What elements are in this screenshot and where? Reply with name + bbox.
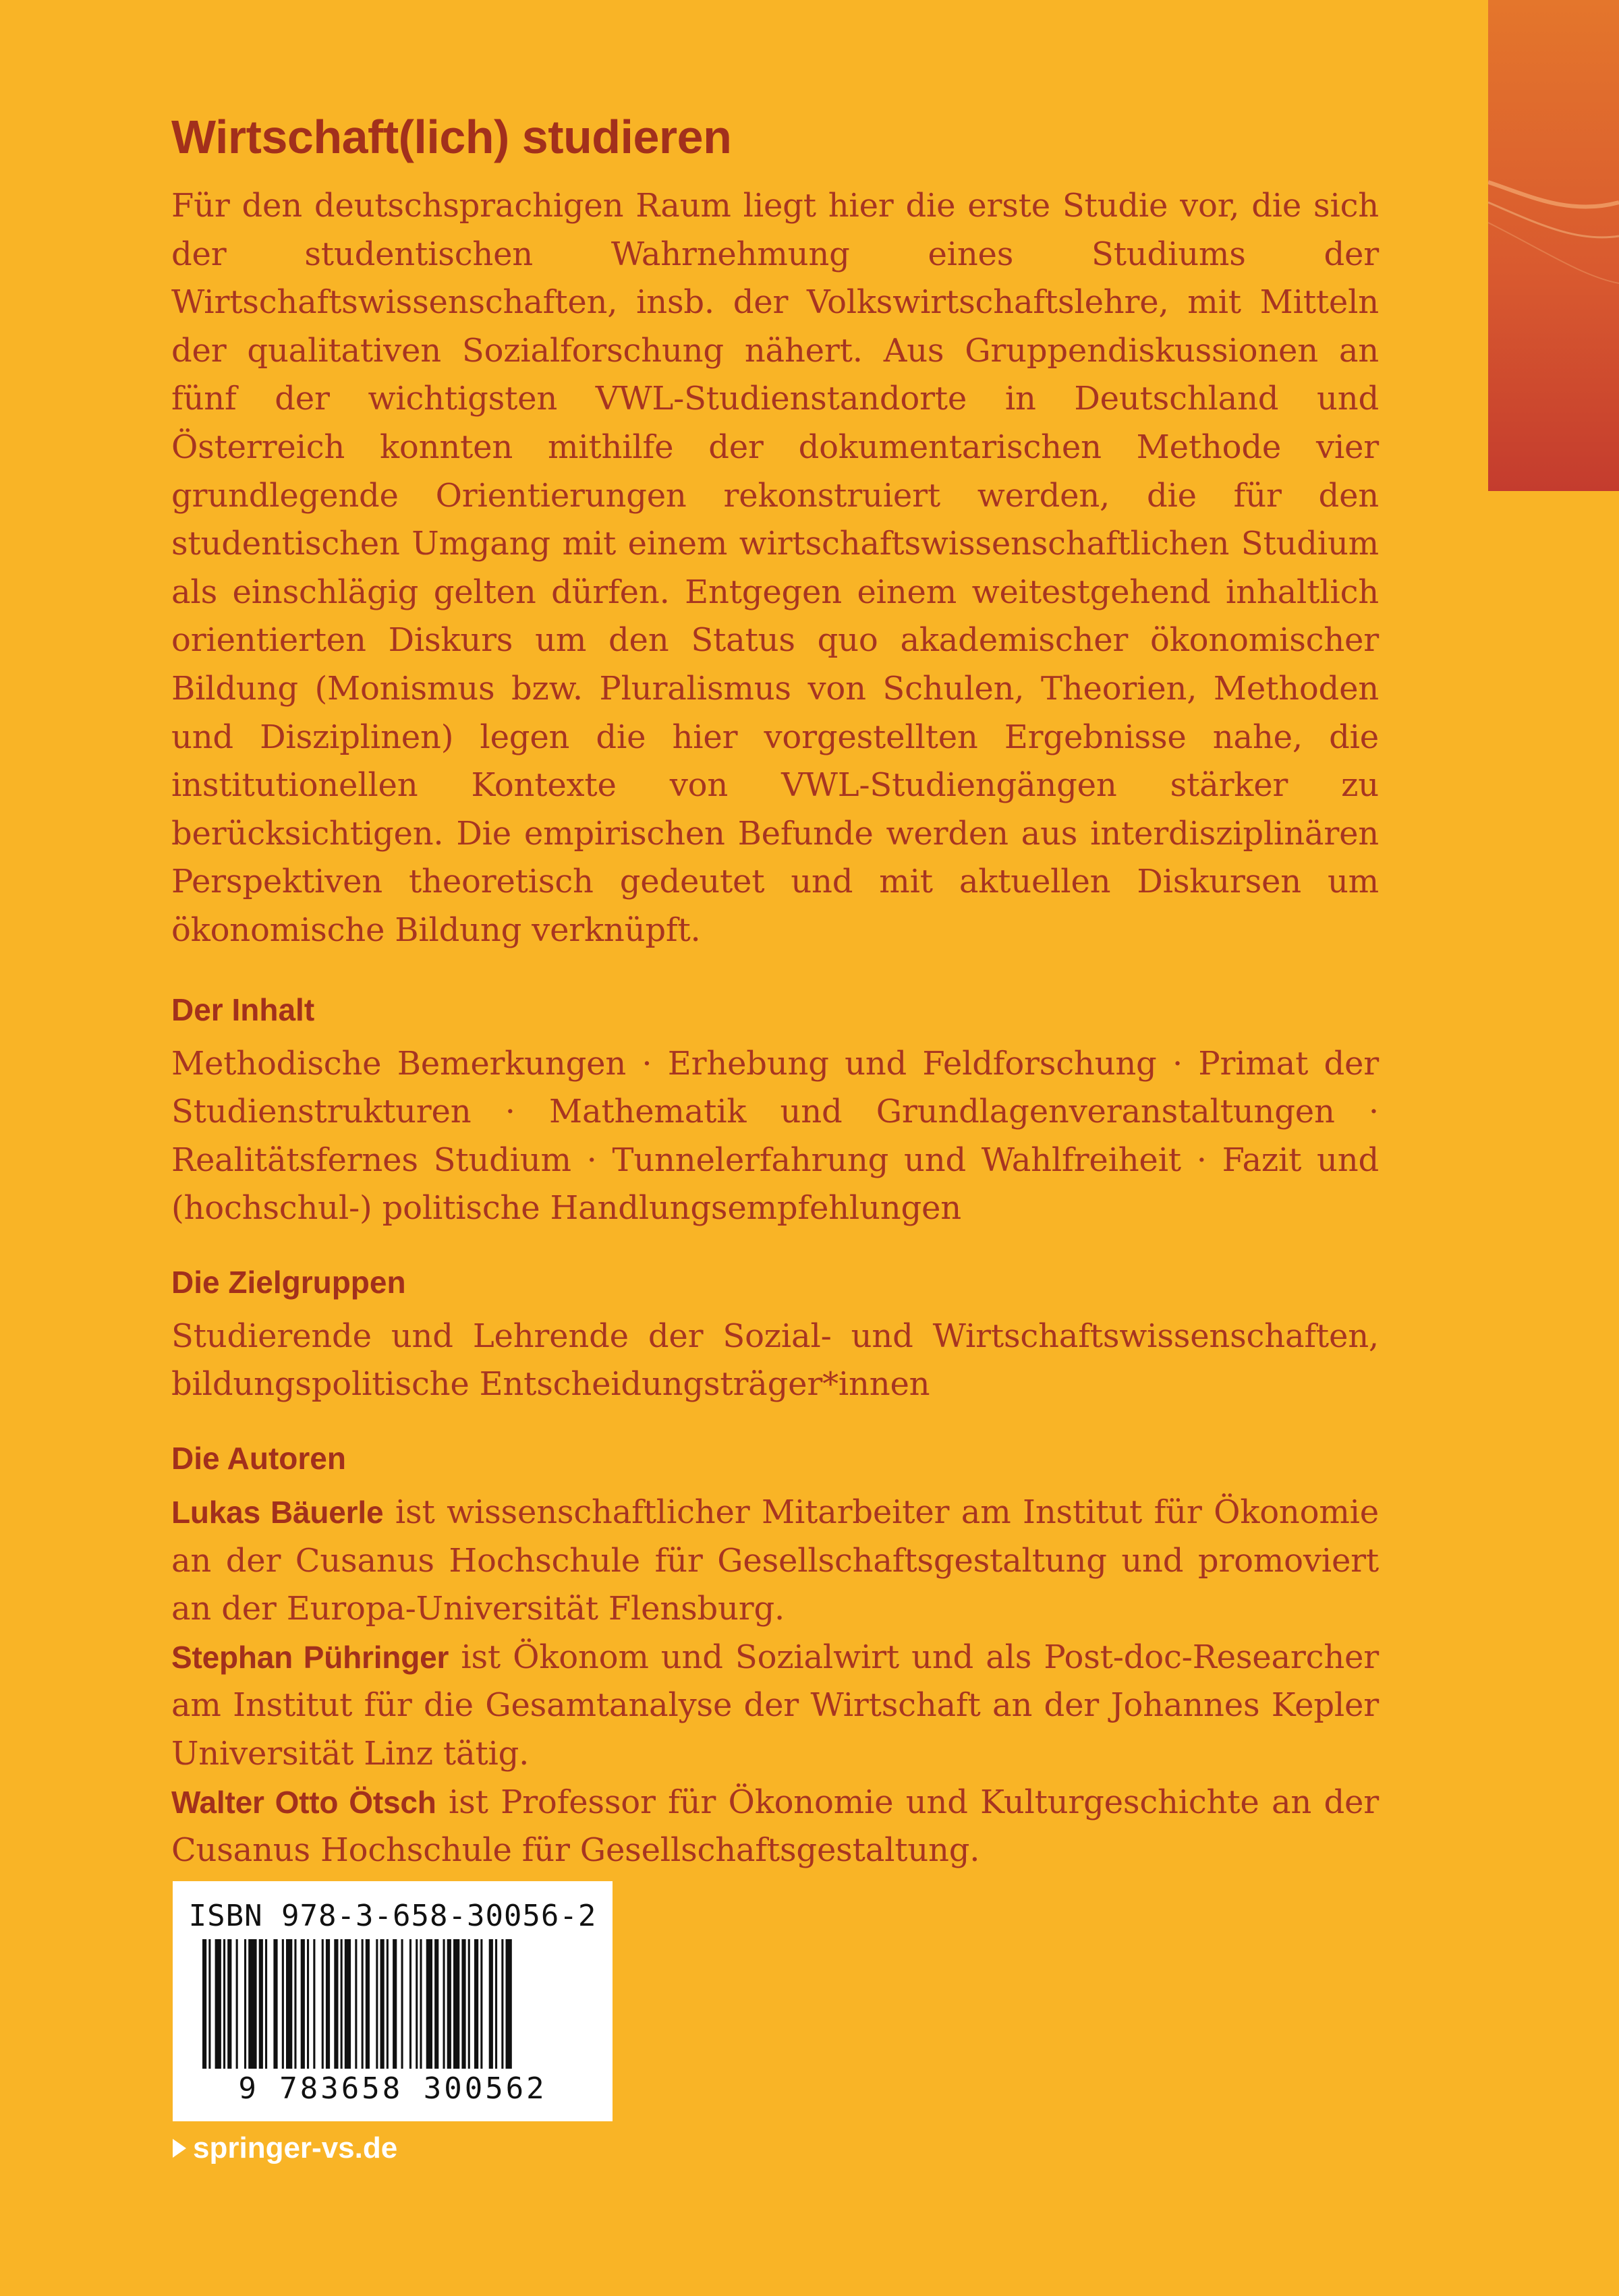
- barcode-bar: [426, 1939, 432, 2069]
- barcode-bar: [294, 1939, 296, 2069]
- barcode-bar: [393, 1939, 397, 2069]
- barcode-bar: [208, 1939, 210, 2069]
- book-description: Für den deutschsprachigen Raum liegt hier die erste Studie vor, die sich der studentischen Wahrnehmung eines Studiums der Wirtschaftswissenschaften, insb. der Volkswirtschaftslehre, mit Mitteln der qualitativen Sozialforschung nähert. Aus Gruppendiskussionen an fünf der wichtigsten VWL-Studienstandorte in Deutschland und Österreich konnten mithilfe der dokumentarischen Methode vier grundlegende Orientierungen rekonstruiert werden, die für den studentischen Umgang mit einem wirtschaftswissenschaftlichen Studium als einschlägig gelten dürfen. Entgegen einem weitestgehend inhaltlich orientierten Diskurs um den Status quo akademischer ökonomischer Bildung (Monismus bzw. Pluralismus von Schulen, Theorien, Methoden und Disziplinen) legen die hier vorgestellten Ergebnisse nahe, die institutionellen Kontexte von VWL-Studiengängen stärker zu berücksichtigen. Die empirischen Befunde werden aus interdisziplinären Perspektiven theoretisch gedeutet und mit aktuellen Diskursen um ökonomische Bildung verknüpft.: [171, 187, 1379, 949]
- barcode-bar: [307, 1939, 309, 2069]
- author-name: Stephan Pühringer: [171, 1639, 449, 1675]
- barcode-bar: [362, 1939, 364, 2069]
- author-name: Walter Otto Ötsch: [171, 1784, 436, 1820]
- barcode-bar: [453, 1939, 459, 2069]
- author-bio: ist wissenschaftlicher Mitarbeiter am Institut für Ökonomie an der Cusanus Hochschule für Gesellschaftsgestaltung und promoviert an der Europa-Universität Flensburg.: [171, 1493, 1379, 1628]
- barcode-bar: [447, 1939, 451, 2069]
- author-bio: ist Professor für Ökonomie und Kulturgeschichte an der Cusanus Hochschule für Gesellschaftsgestaltung.: [171, 1783, 1379, 1870]
- back-cover-content: [171, 182, 1379, 1903]
- author-entry: [171, 1634, 1379, 1779]
- authors-section: [171, 1437, 1379, 1875]
- barcode-bar: [401, 1939, 403, 2069]
- barcode-bar: [434, 1939, 438, 2069]
- barcode-bar: [480, 1939, 482, 2069]
- barcode-bar: [380, 1939, 385, 2069]
- barcode-bar: [236, 1939, 238, 2069]
- author-name: Lukas Bäuerle: [171, 1495, 384, 1530]
- publisher-link-text: springer-vs.de: [193, 2131, 398, 2164]
- barcode-bar: [443, 1939, 445, 2069]
- barcode-bar: [215, 1939, 221, 2069]
- barcode-bar: [409, 1939, 411, 2069]
- barcode-bar: [286, 1939, 292, 2069]
- barcode-bar: [248, 1939, 256, 2069]
- barcode-digits: 9 783658 300562: [238, 2071, 547, 2106]
- audience-heading: Die Zielgruppen: [171, 1264, 406, 1300]
- decorative-accent-strip: [1488, 0, 1619, 491]
- barcode-bar: [326, 1939, 330, 2069]
- authors-heading: Die Autoren: [171, 1441, 346, 1476]
- barcode-bar: [376, 1939, 378, 2069]
- barcode-bar: [416, 1939, 418, 2069]
- barcode-bar: [244, 1939, 246, 2069]
- barcode-bar: [474, 1939, 478, 2069]
- barcode-bar: [387, 1939, 389, 2069]
- contents-section: [171, 989, 1379, 1233]
- contents-text: Methodische Bemerkungen · Erhebung und Feldforschung · Primat der Studienstrukturen · Mathematik und Grundlagenveranstaltungen · Realitätsfernes Studium · Tunnelerfahrung und Wahlfreiheit · Fazit und (hochschul-) politische Handlungsempfehlungen: [171, 1044, 1379, 1228]
- barcode-bar: [301, 1939, 305, 2069]
- barcode-bar: [461, 1939, 465, 2069]
- barcode-bars: [200, 1939, 586, 2074]
- barcode-bar: [227, 1939, 231, 2069]
- accent-swoosh-graphic: [1488, 0, 1619, 491]
- book-title: Wirtschaft(lich) studieren: [171, 110, 732, 163]
- audience-section: [171, 1261, 1379, 1409]
- isbn-label: ISBN 978-3-658-30056-2: [188, 1899, 597, 1933]
- barcode-bar: [489, 1939, 493, 2069]
- isbn-barcode: [173, 1881, 613, 2121]
- author-entry: [171, 1489, 1379, 1634]
- barcode-bar: [322, 1939, 324, 2069]
- arrow-right-icon: [173, 2139, 186, 2158]
- contents-heading: Der Inhalt: [171, 992, 315, 1027]
- barcode-bar: [345, 1939, 351, 2069]
- barcode-bar: [468, 1939, 470, 2069]
- barcode-bar: [259, 1939, 263, 2069]
- audience-text: Studierende und Lehrende der Sozial- und Wirtschaftswissenschaften, bildungspolitische Entscheidungsträger*innen: [171, 1317, 1379, 1404]
- barcode-bar: [355, 1939, 357, 2069]
- barcode-bar: [334, 1939, 338, 2069]
- barcode-bar: [282, 1939, 284, 2069]
- barcode-bar: [501, 1939, 503, 2069]
- barcode-bar: [265, 1939, 267, 2069]
- barcode-bar: [273, 1939, 277, 2069]
- barcode-bar: [223, 1939, 225, 2069]
- barcode-bar: [506, 1939, 512, 2069]
- barcode-bar: [366, 1939, 370, 2069]
- barcode-bar: [202, 1939, 206, 2069]
- author-entry: [171, 1779, 1379, 1875]
- author-bio: ist Ökonom und Sozialwirt und als Post-doc-Researcher am Institut für die Gesamtanalyse der Wirtschaft an der Johannes Kepler Universität Linz tätig.: [171, 1638, 1379, 1773]
- publisher-website-link[interactable]: [173, 2131, 397, 2165]
- barcode-bar: [495, 1939, 497, 2069]
- barcode-bar: [313, 1939, 315, 2069]
- barcode-bar: [420, 1939, 422, 2069]
- barcode-bar: [341, 1939, 343, 2069]
